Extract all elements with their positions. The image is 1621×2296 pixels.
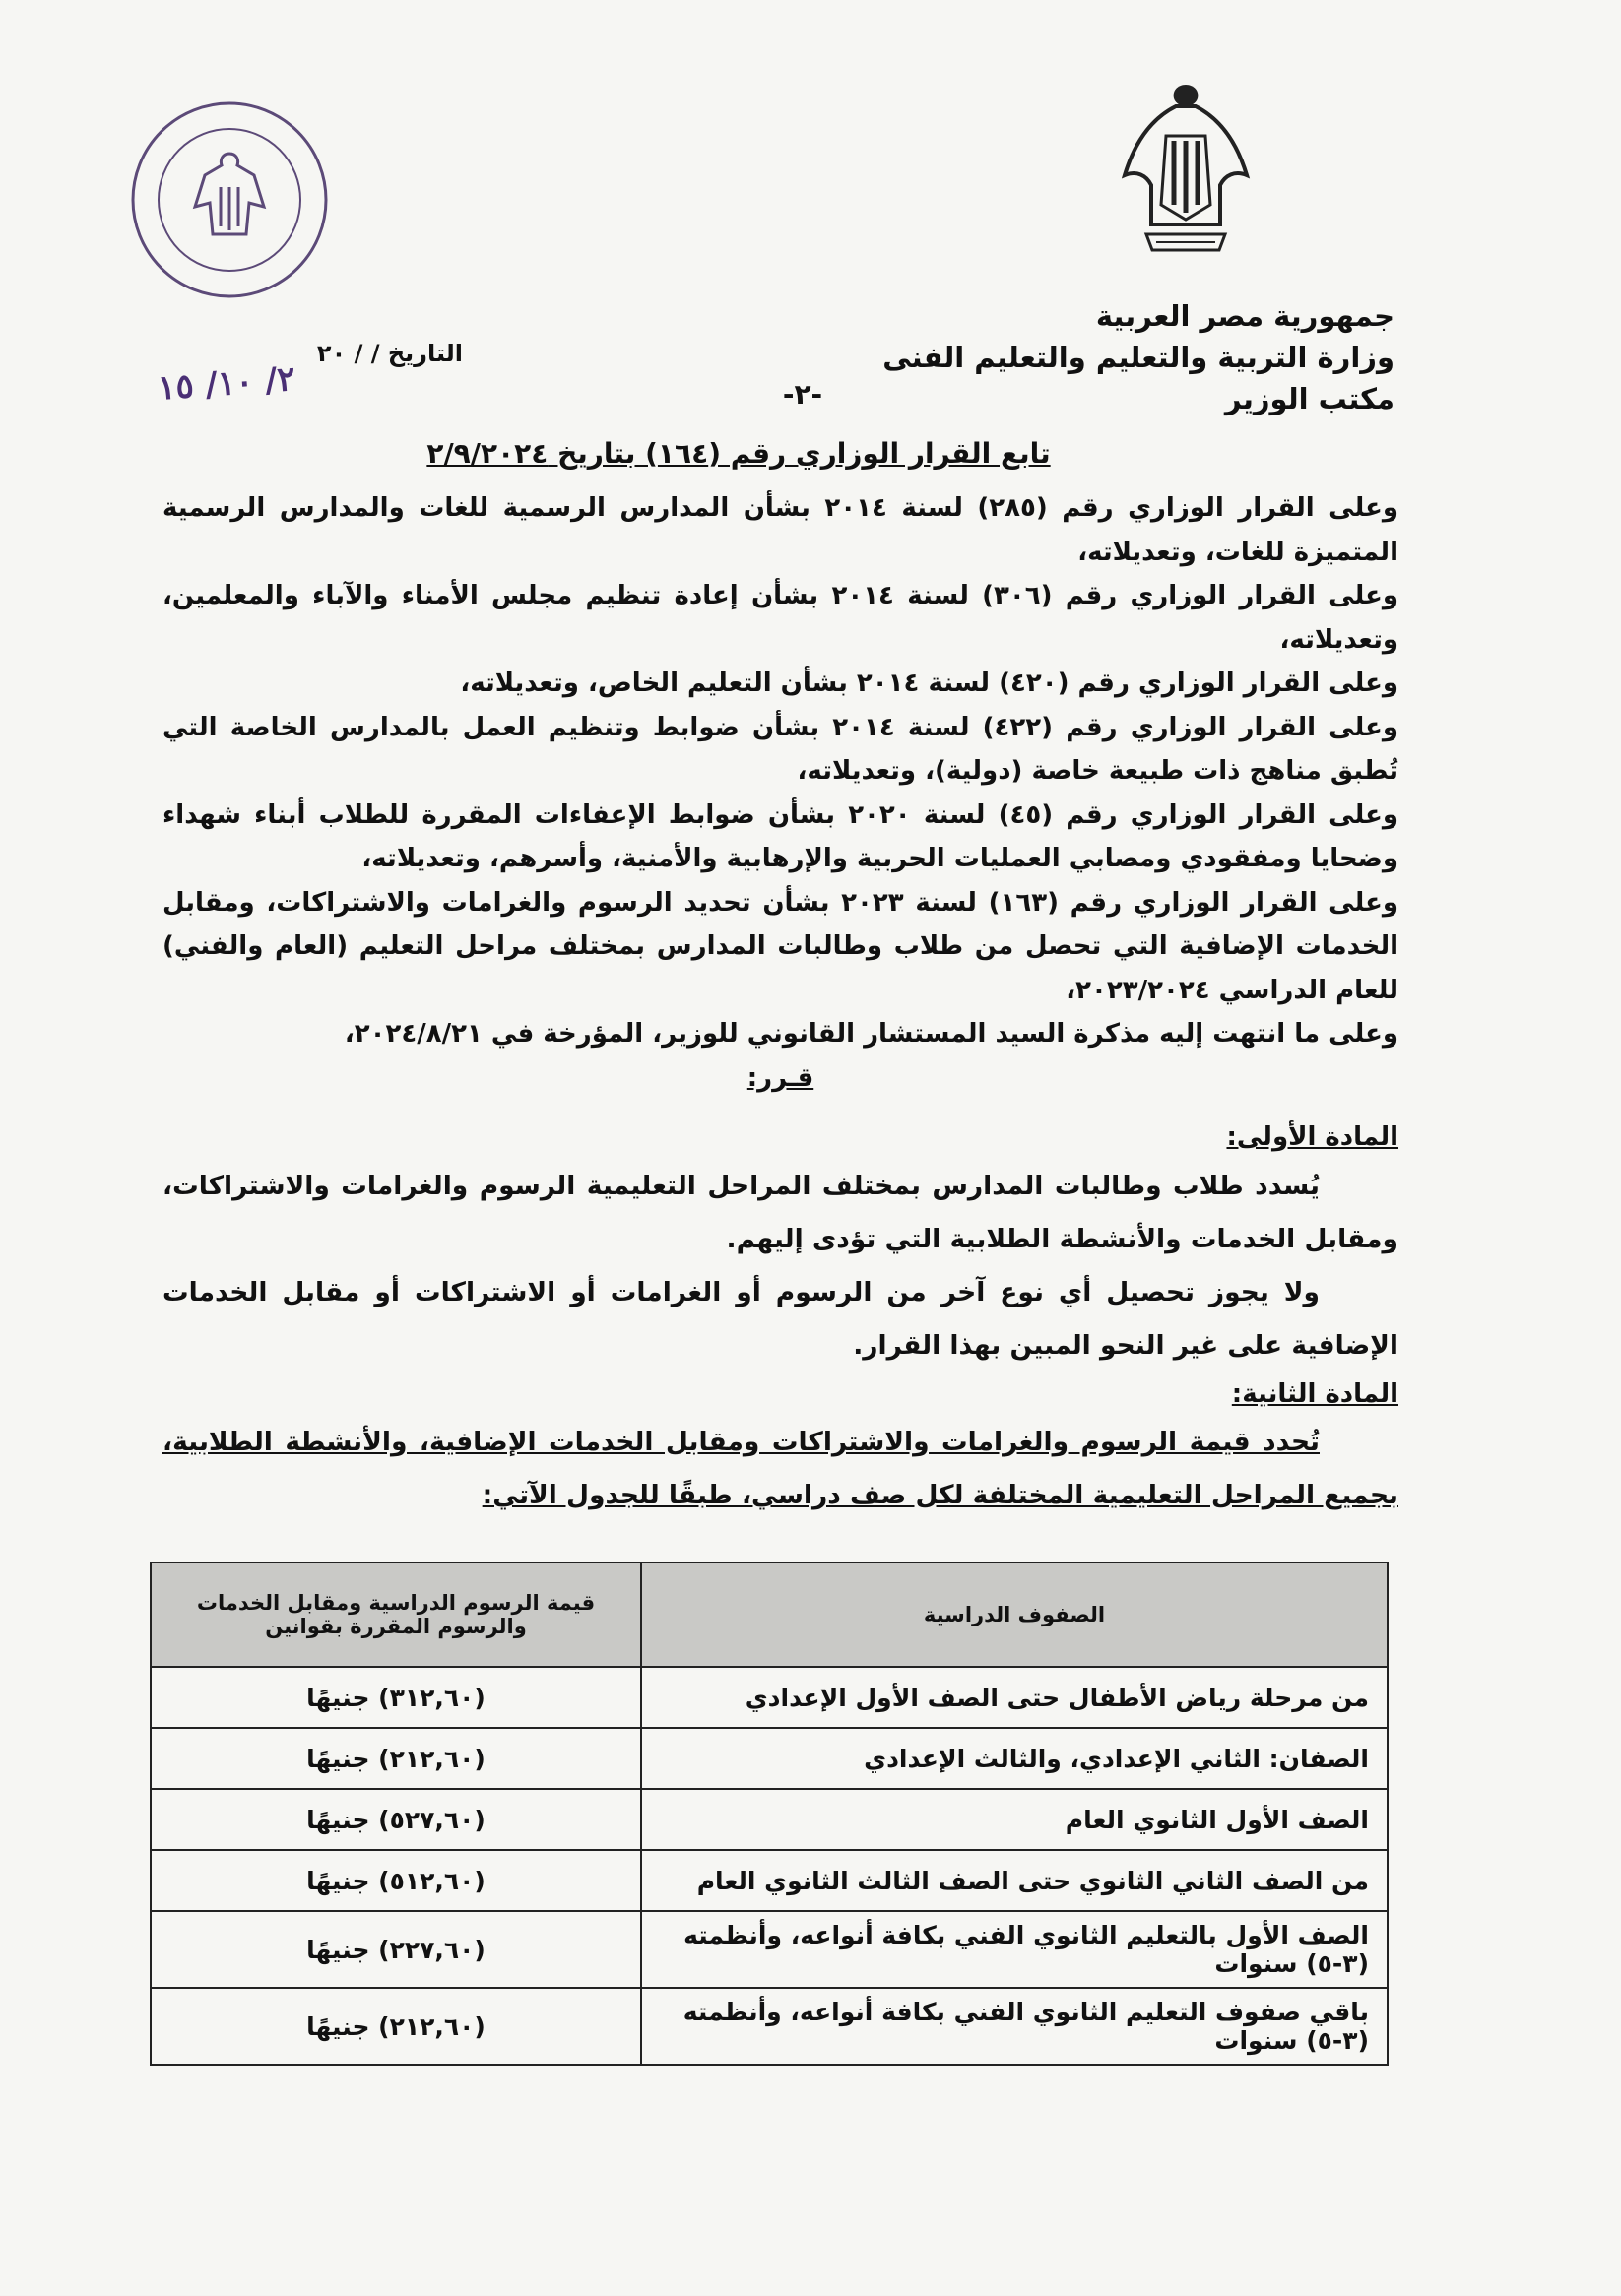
grade-cell: من مرحلة رياض الأطفال حتى الصف الأول الإعدادي: [641, 1667, 1388, 1728]
article-1-title: المادة الأولى:: [1226, 1122, 1398, 1152]
office-name: مكتب الوزير: [1224, 382, 1394, 415]
ministry-name: وزارة التربية والتعليم والتعليم الفنى: [882, 341, 1394, 374]
fee-cell: (٢١٢,٦٠) جنيهًا: [151, 1728, 641, 1789]
grade-cell: الصفان: الثاني الإعدادي، والثالث الإعدادي: [641, 1728, 1388, 1789]
decree-body: [162, 486, 1398, 1522]
article-1-paragraph-1: يُسدد طلاب وطالبات المدارس بمختلف المراحل التعليمية الرسوم والغرامات والاشتراكات، ومقابل الخدمات والأنشطة الطلابية التي تؤدى إليهم.: [162, 1170, 1398, 1254]
preamble-paragraph: وعلى القرار الوزاري رقم (٣٠٦) لسنة ٢٠١٤ بشأن إعادة تنظيم مجلس الأمناء والآباء والمعلمين، وتعديلاته،: [162, 581, 1399, 655]
date-label: التاريخ / / ٢٠: [316, 340, 463, 367]
preamble-paragraph: وعلى القرار الوزاري رقم (٢٨٥) لسنة ٢٠١٤ بشأن المدارس الرسمية للغات والمدارس الرسمية المتميزة للغات، وتعديلاته،: [162, 493, 1398, 567]
table-header-row: [151, 1563, 1388, 1667]
decree-heading: تابع القرار الوزاري رقم (١٦٤) بتاريخ ٢/٩/٢٠٢٤: [426, 437, 1051, 470]
country-name: جمهورية مصر العربية: [1095, 299, 1394, 333]
grade-cell: باقي صفوف التعليم الثانوي الفني بكافة أنواعه، وأنظمته (٣-٥) سنوات: [641, 1988, 1388, 2065]
grade-cell: الصف الأول الثانوي العام: [641, 1789, 1388, 1850]
table-row: [151, 1850, 1388, 1911]
table-row: [151, 1911, 1388, 1988]
table-row: [151, 1988, 1388, 2065]
column-header-fee: قيمة الرسوم الدراسية ومقابل الخدمات والرسوم المقررة بقوانين: [151, 1563, 641, 1667]
fees-table: [150, 1562, 1389, 2066]
fee-cell: (٢١٢,٦٠) جنيهًا: [151, 1988, 641, 2065]
table-row: [151, 1789, 1388, 1850]
table-row: [151, 1728, 1388, 1789]
article-2-title: المادة الثانية:: [1231, 1378, 1398, 1409]
grade-cell: الصف الأول بالتعليم الثانوي الفني بكافة أنواعه، وأنظمته (٣-٥) سنوات: [641, 1911, 1388, 1988]
ministry-seal-icon: [126, 96, 333, 303]
preamble-paragraph: وعلى القرار الوزاري رقم (١٦٣) لسنة ٢٠٢٣ بشأن تحديد الرسوم والغرامات والاشتراكات، ومقابل الخدمات الإضافية التي تحصل من طلاب وطالبات المدارس بمختلف مراحل التعليم (العام والفني) للعام الدراسي ٢٠٢٣/٢٠٢٤،: [162, 887, 1399, 1005]
handwritten-signature: [1360, 2115, 1536, 2296]
preamble-paragraph: وعلى ما انتهت إليه مذكرة السيد المستشار القانوني للوزير، المؤرخة في ٢٠٢٤/٨/٢١،: [344, 1019, 1398, 1049]
fee-cell: (٥٢٧,٦٠) جنيهًا: [151, 1789, 641, 1850]
fee-cell: (٥١٢,٦٠) جنيهًا: [151, 1850, 641, 1911]
ministry-header: [882, 295, 1394, 419]
grade-cell: من الصف الثاني الثانوي حتى الصف الثالث الثانوي العام: [641, 1850, 1388, 1911]
fee-cell: (٣١٢,٦٠) جنيهًا: [151, 1667, 641, 1728]
preamble-paragraph: وعلى القرار الوزاري رقم (٤٥) لسنة ٢٠٢٠ بشأن ضوابط الإعفاءات المقررة للطلاب أبناء شهداء وضحايا ومفقودي ومصابي العمليات الحربية والإرهابية والأمنية، وأسرهم، وتعديلاته،: [162, 799, 1399, 873]
date-handwritten: ٢/ ١٠/ ١٥: [156, 358, 297, 409]
table-row: [151, 1667, 1388, 1728]
page-number: -٢-: [782, 378, 823, 411]
fee-cell: (٢٢٧,٦٠) جنيهًا: [151, 1911, 641, 1988]
article-1-paragraph-2: ولا يجوز تحصيل أي نوع آخر من الرسوم أو الغرامات أو الاشتراكات أو مقابل الخدمات الإضافية على غير النحو المبين بهذا القرار.: [162, 1276, 1398, 1361]
preamble-paragraph: وعلى القرار الوزاري رقم (٤٢٠) لسنة ٢٠١٤ بشأن التعليم الخاص، وتعديلاته،: [460, 669, 1398, 698]
column-header-grade: الصفوف الدراسية: [641, 1563, 1388, 1667]
decision-word: قـرر:: [746, 1062, 814, 1093]
preamble-paragraph: وعلى القرار الوزاري رقم (٤٢٢) لسنة ٢٠١٤ بشأن ضوابط وتنظيم العمل بالمدارس الخاصة التي تُطبق مناهج ذات طبيعة خاصة (دولية)، وتعديلاته،: [162, 712, 1398, 786]
article-2-paragraph-1: تُحدد قيمة الرسوم والغرامات والاشتراكات ومقابل الخدمات الإضافية، والأنشطة الطلابية، بجميع المراحل التعليمية المختلفة لكل صف دراسي، طبقًا للجدول الآتي:: [162, 1427, 1398, 1510]
egypt-eagle-emblem-icon: [1117, 77, 1255, 274]
